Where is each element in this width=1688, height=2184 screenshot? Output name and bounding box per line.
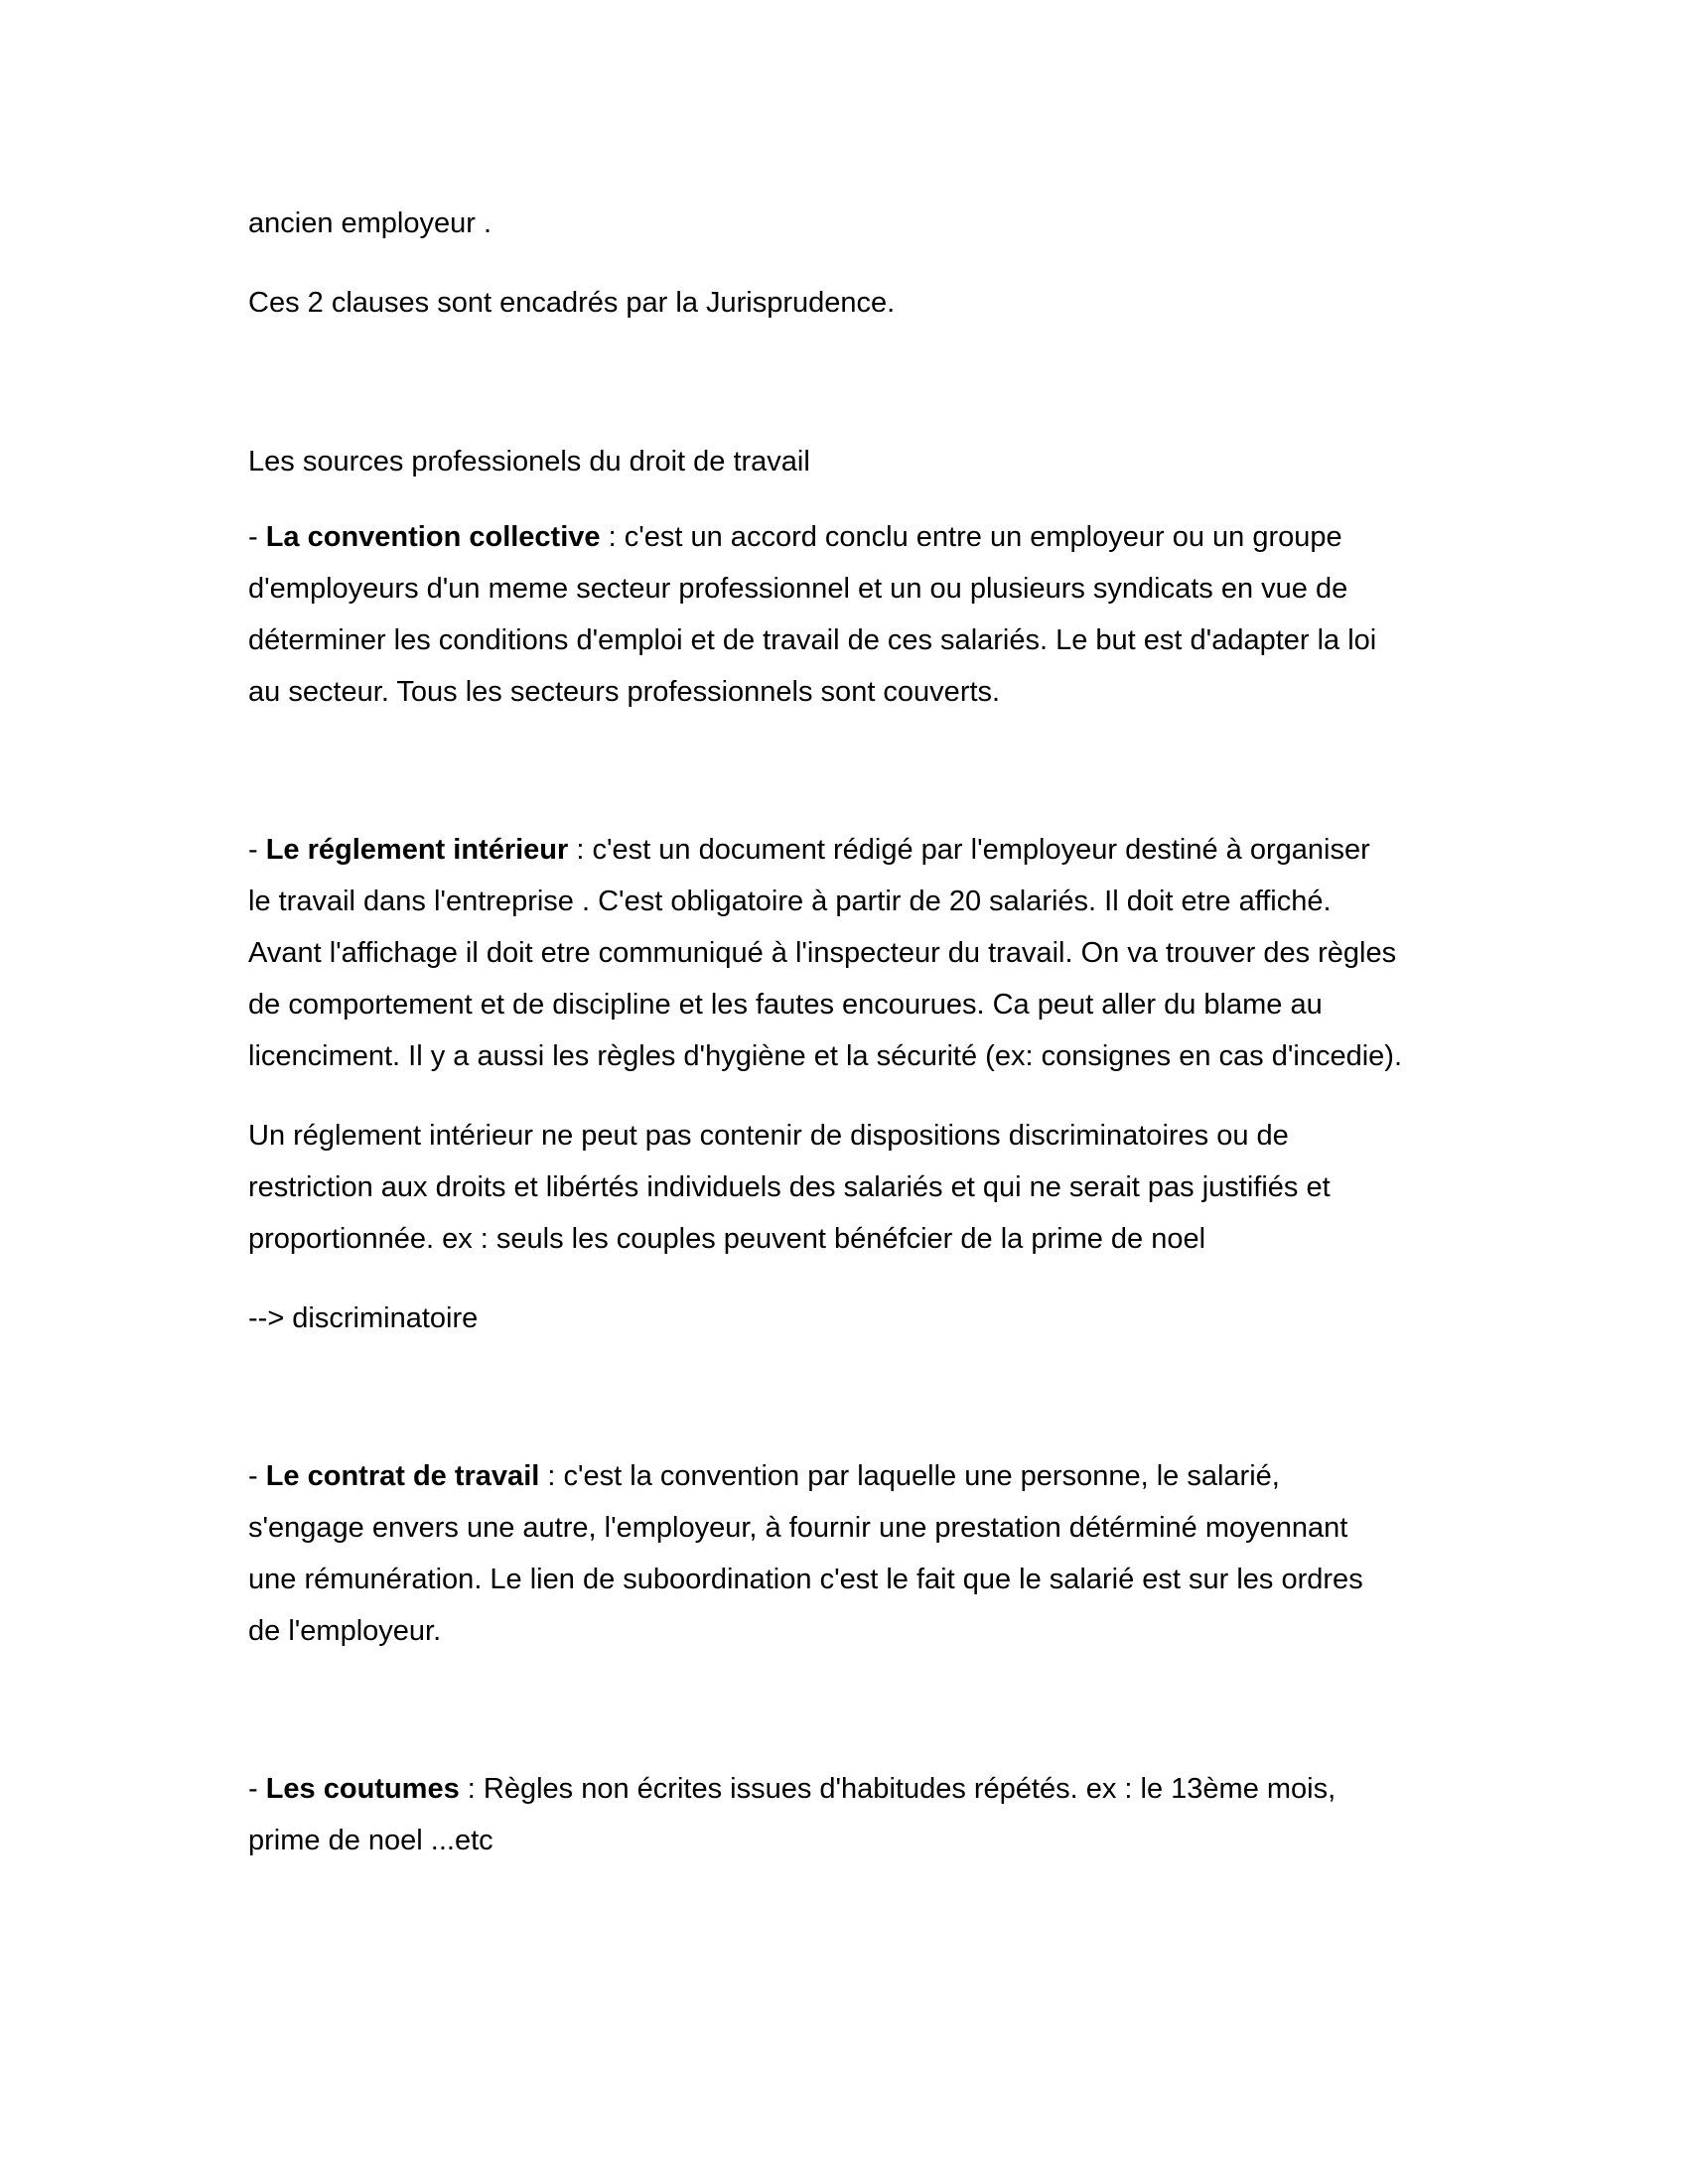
definition-convention-collective bbox=[248, 519, 1342, 555]
definition-coutumes bbox=[248, 1771, 1336, 1807]
text-line: Ces 2 clauses sont encadrés par la Jurisprudence. bbox=[248, 287, 896, 319]
definition-text: : Règles non écrites issues d'habitudes répétés. ex : le 13ème mois, bbox=[459, 1773, 1336, 1805]
text-line: Avant l'affichage il doit etre communiqué à l'inspecteur du travail. On va trouver des règles bbox=[248, 937, 1397, 969]
text-line: une rémunération. Le lien de suboordination c'est le fait que le salarié est sur les ordres bbox=[248, 1564, 1363, 1595]
definition-text: : c'est un accord conclu entre un employeur ou un groupe bbox=[600, 521, 1342, 553]
text-line: --> discriminatoire bbox=[248, 1302, 479, 1334]
bullet-dash: - bbox=[248, 1773, 266, 1805]
text-line: prime de noel ...etc bbox=[248, 1825, 493, 1856]
text-line: d'employeurs d'un meme secteur professionnel et un ou plusieurs syndicats en vue de bbox=[248, 573, 1348, 605]
text-line: le travail dans l'entreprise . C'est obligatoire à partir de 20 salariés. Il doit etre affiché. bbox=[248, 886, 1332, 917]
term-convention-collective: La convention collective bbox=[265, 521, 601, 553]
definition-contrat-de-travail bbox=[248, 1458, 1280, 1494]
bullet-dash: - bbox=[248, 1460, 266, 1492]
bullet-dash: - bbox=[248, 521, 266, 553]
text-line: ancien employeur . bbox=[248, 207, 492, 239]
definition-text: : c'est un document rédigé par l'employeur destiné à organiser bbox=[568, 834, 1370, 866]
text-line: s'engage envers une autre, l'employeur, à fournir une prestation détérminé moyennant bbox=[248, 1512, 1348, 1544]
text-line: de l'employeur. bbox=[248, 1615, 442, 1647]
text-line: Un réglement intérieur ne peut pas contenir de dispositions discriminatoires ou de bbox=[248, 1120, 1289, 1152]
text-line: de comportement et de discipline et les fautes encourues. Ca peut aller du blame au bbox=[248, 989, 1323, 1021]
text-line: restriction aux droits et libértés individuels des salariés et qui ne serait pas justifiés et bbox=[248, 1171, 1331, 1203]
text-line: déterminer les conditions d'emploi et de travail de ces salariés. Le but est d'adapter la loi bbox=[248, 624, 1377, 656]
term-contrat-de-travail: Le contrat de travail bbox=[265, 1460, 540, 1492]
bullet-dash: - bbox=[248, 834, 266, 866]
text-line: licenciment. Il y a aussi les règles d'hygiène et la sécurité (ex: consignes en cas d'incedie). bbox=[248, 1040, 1402, 1072]
text-line: au secteur. Tous les secteurs professionnels sont couverts. bbox=[248, 676, 1001, 708]
definition-text: : c'est la convention par laquelle une personne, le salarié, bbox=[539, 1460, 1280, 1492]
text-line: proportionnée. ex : seuls les couples peuvent bénéfcier de la prime de noel bbox=[248, 1223, 1206, 1255]
definition-reglement-interieur bbox=[248, 832, 1370, 868]
term-coutumes: Les coutumes bbox=[265, 1773, 460, 1805]
section-title: Les sources professionels du droit de travail bbox=[248, 446, 810, 478]
term-reglement-interieur: Le réglement intérieur bbox=[265, 834, 569, 866]
